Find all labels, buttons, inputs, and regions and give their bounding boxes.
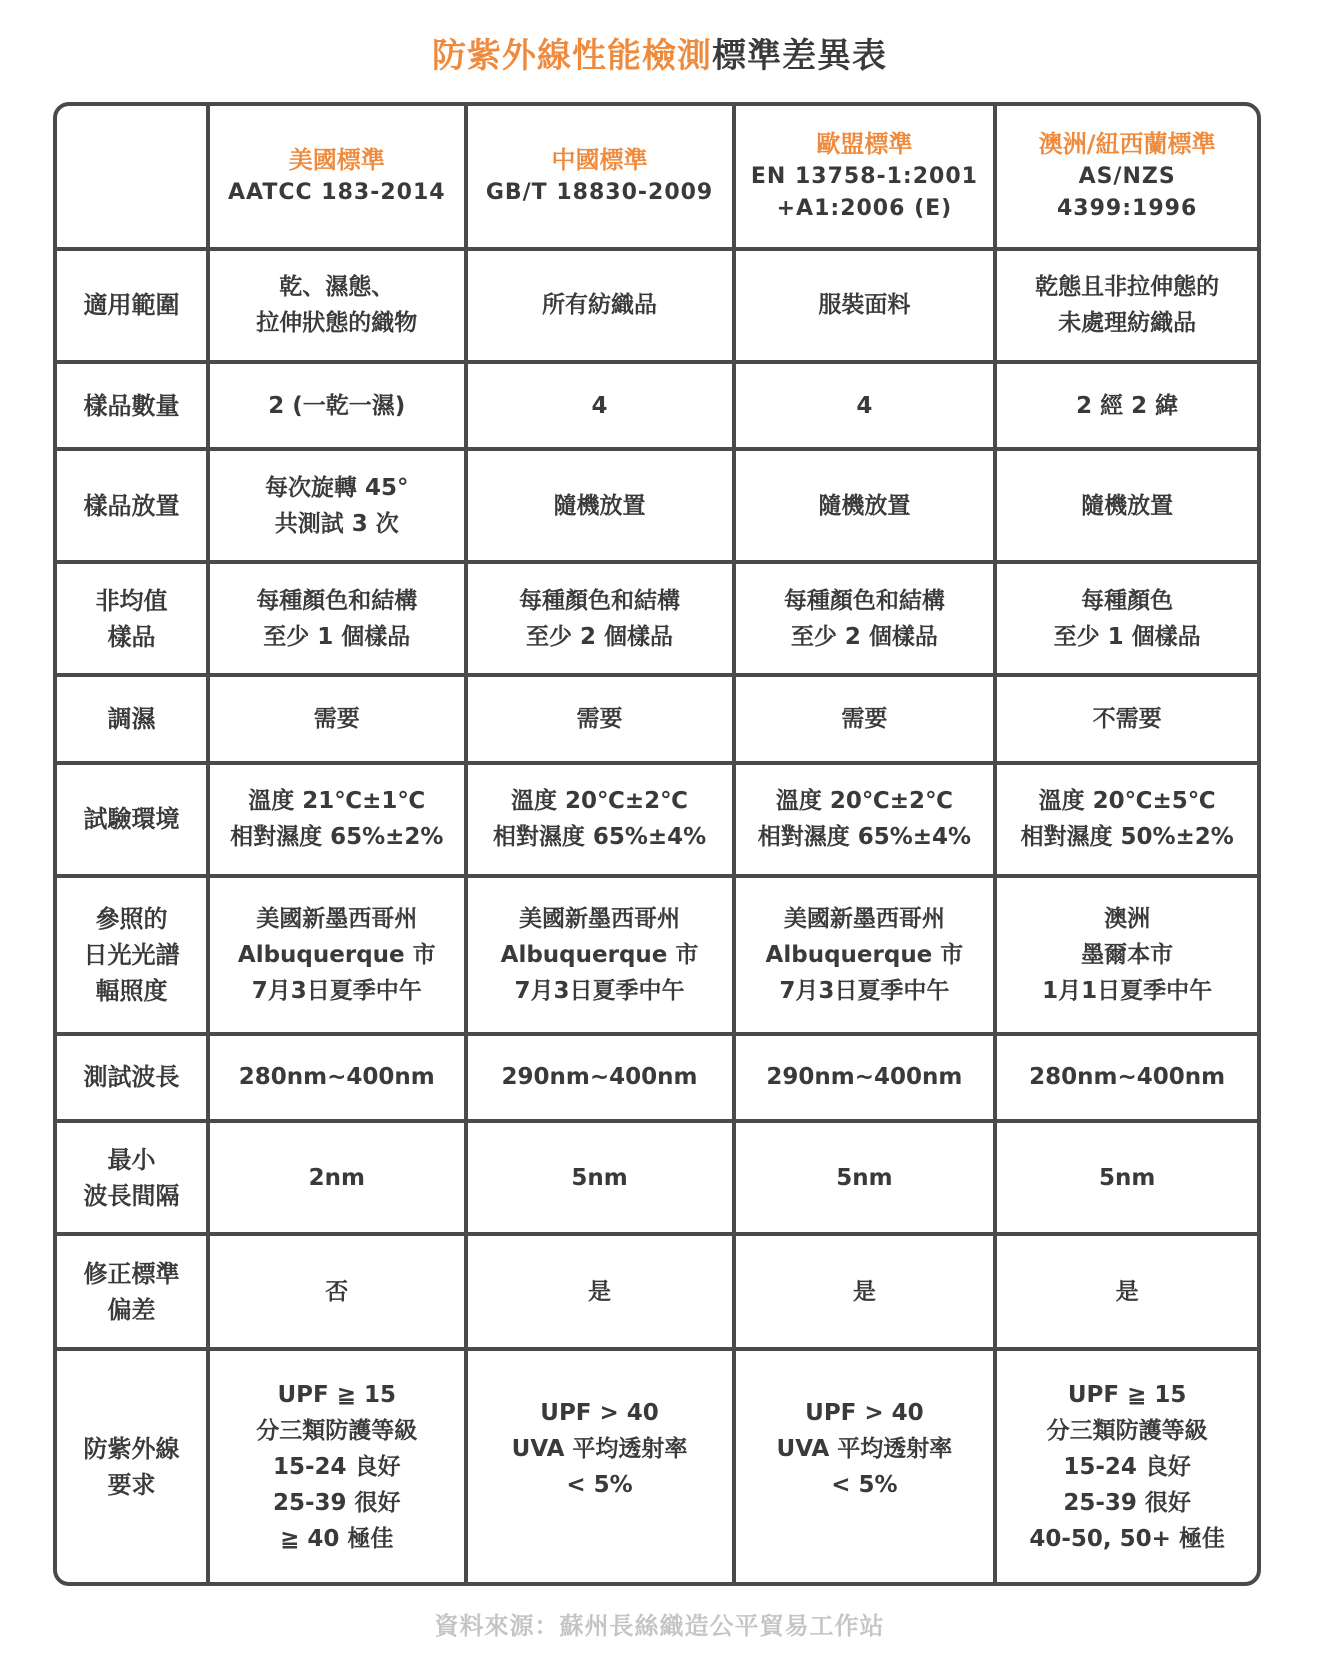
table-cell: UPF ≧ 15 分三類防護等級 15-24 良好 25-39 很好 40-50, 50+ 極佳 (995, 1349, 1257, 1582)
row-label: 參照的 日光光譜 輻照度 (57, 876, 208, 1034)
title-accent: 防紫外線性能檢測 (432, 36, 712, 76)
row-label: 非均值 樣品 (57, 562, 208, 675)
table-cell: 需要 (466, 675, 734, 762)
source-credit: 資料來源：蘇州長絲織造公平貿易工作站 (434, 1612, 885, 1640)
table-row (57, 1234, 1257, 1349)
table-cell: 每次旋轉 45° 共測試 3 次 (208, 449, 465, 562)
table-cell: 每種顏色和結構 至少 2 個樣品 (466, 562, 734, 675)
header-name: 美國標準 (288, 146, 385, 175)
table-cell: 是 (466, 1234, 734, 1349)
table-cell: 澳洲 墨爾本市 1月1日夏季中午 (995, 876, 1257, 1034)
table-cell: 是 (734, 1234, 996, 1349)
table-cell: UPF > 40 UVA 平均透射率 < 5% (734, 1349, 996, 1582)
table-cell: 美國新墨西哥州 Albuquerque 市 7月3日夏季中午 (208, 876, 465, 1034)
table-cell: 2 (一乾一濕) (208, 362, 465, 449)
table-cell: 2nm (208, 1121, 465, 1234)
table-cell: 290nm~400nm (466, 1034, 734, 1121)
table-cell: 美國新墨西哥州 Albuquerque 市 7月3日夏季中午 (734, 876, 996, 1034)
table-cell: 4 (466, 362, 734, 449)
table-row (57, 763, 1257, 876)
table-row (57, 675, 1257, 762)
table-cell: 隨機放置 (995, 449, 1257, 562)
row-label: 防紫外線 要求 (57, 1349, 208, 1582)
table-cell: 所有紡織品 (466, 249, 734, 362)
header-eu (734, 106, 996, 249)
header-us (208, 106, 465, 249)
header-code: EN 13758-1:2001 +A1:2006 (E) (750, 164, 978, 222)
table-cell: 隨機放置 (466, 449, 734, 562)
table-row (57, 249, 1257, 362)
row-label: 試驗環境 (57, 763, 208, 876)
table-cell: 每種顏色 至少 1 個樣品 (995, 562, 1257, 675)
table-cell: UPF > 40 UVA 平均透射率 < 5% (466, 1349, 734, 1582)
row-label: 適用範圍 (57, 249, 208, 362)
table-cell: 280nm~400nm (995, 1034, 1257, 1121)
table-cell: 5nm (734, 1121, 996, 1234)
table-row (57, 362, 1257, 449)
table-cell: 溫度 21℃±1℃ 相對濕度 65%±2% (208, 763, 465, 876)
header-name: 中國標準 (551, 146, 648, 175)
header-row (57, 106, 1257, 249)
corner-cell (57, 106, 208, 249)
row-label: 調濕 (57, 675, 208, 762)
table-cell: 每種顏色和結構 至少 2 個樣品 (734, 562, 996, 675)
table-cell: 乾態且非拉伸態的 未處理紡織品 (995, 249, 1257, 362)
page-title (0, 28, 1319, 77)
table-cell: 5nm (995, 1121, 1257, 1234)
table-row (57, 1349, 1257, 1582)
table-cell: 4 (734, 362, 996, 449)
table-cell: 隨機放置 (734, 449, 996, 562)
table-cell: 290nm~400nm (734, 1034, 996, 1121)
table-row (57, 876, 1257, 1034)
table-cell: 需要 (734, 675, 996, 762)
table-cell: 服裝面料 (734, 249, 996, 362)
table-cell: UPF ≧ 15 分三類防護等級 15-24 良好 25-39 很好 ≧ 40 極佳 (208, 1349, 465, 1582)
table-cell: 美國新墨西哥州 Albuquerque 市 7月3日夏季中午 (466, 876, 734, 1034)
header-code: AATCC 183-2014 (227, 180, 446, 206)
table-cell: 5nm (466, 1121, 734, 1234)
table-cell: 溫度 20℃±2℃ 相對濕度 65%±4% (734, 763, 996, 876)
title-rest: 標準差異表 (712, 36, 887, 76)
comparison-table (53, 102, 1261, 1586)
row-label: 樣品數量 (57, 362, 208, 449)
table-cell: 否 (208, 1234, 465, 1349)
header-name: 歐盟標準 (816, 130, 913, 159)
table-cell: 不需要 (995, 675, 1257, 762)
row-label: 測試波長 (57, 1034, 208, 1121)
table-cell: 2 經 2 緯 (995, 362, 1257, 449)
header-cn (466, 106, 734, 249)
header-au-nz (995, 106, 1257, 249)
table-cell: 280nm~400nm (208, 1034, 465, 1121)
row-label: 修正標準 偏差 (57, 1234, 208, 1349)
table-cell: 溫度 20℃±5℃ 相對濕度 50%±2% (995, 763, 1257, 876)
table-row (57, 562, 1257, 675)
table-cell: 乾、濕態、 拉伸狀態的織物 (208, 249, 465, 362)
table-row (57, 1121, 1257, 1234)
table-cell: 溫度 20℃±2℃ 相對濕度 65%±4% (466, 763, 734, 876)
table-cell: 是 (995, 1234, 1257, 1349)
table-cell: 每種顏色和結構 至少 1 個樣品 (208, 562, 465, 675)
header-code: GB/T 18830-2009 (485, 180, 714, 206)
table-row (57, 449, 1257, 562)
row-label: 樣品放置 (57, 449, 208, 562)
row-label: 最小 波長間隔 (57, 1121, 208, 1234)
header-name: 澳洲/紐西蘭標準 (1038, 130, 1216, 159)
table-cell: 需要 (208, 675, 465, 762)
table-row (57, 1034, 1257, 1121)
header-code: AS/NZS 4399:1996 (1057, 164, 1198, 222)
